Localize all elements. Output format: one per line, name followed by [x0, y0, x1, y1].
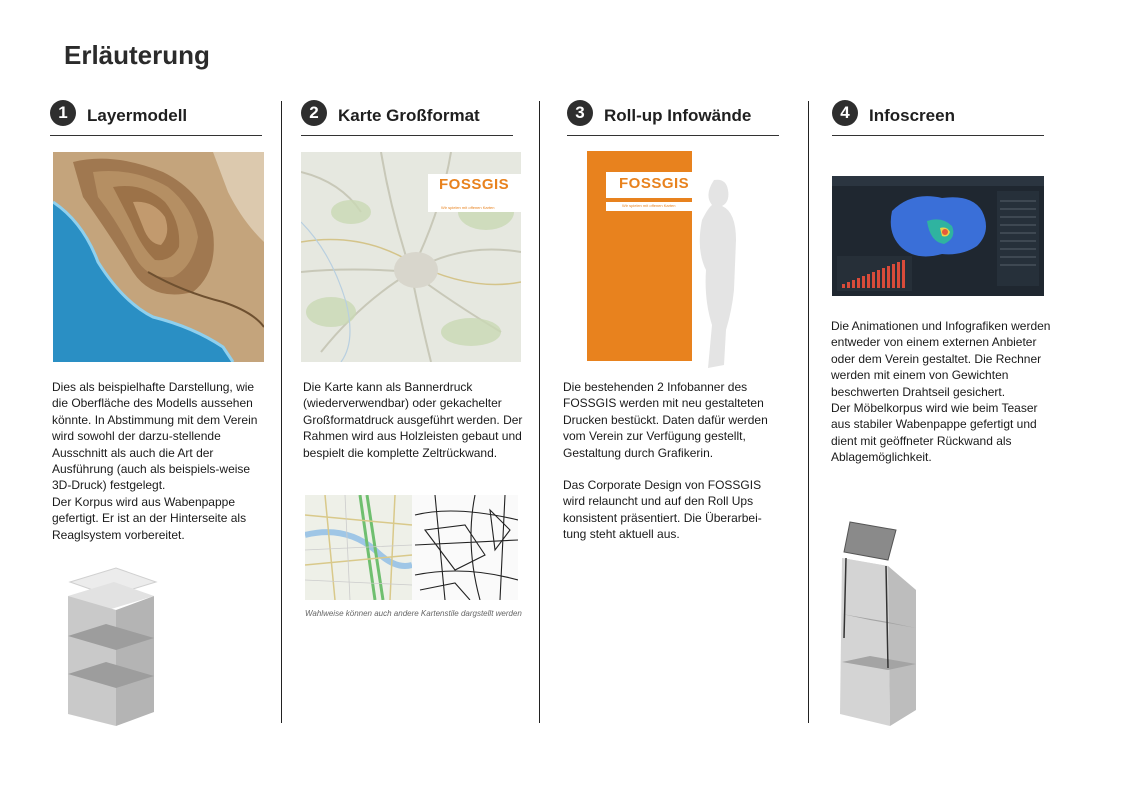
description-paragraph: Dies als beispielhafte Darstellung, wie die Oberfläche des Modells aussehen könnte. In Abstimmung mit dem Verein wird sowohl der darzu-stellende Ausschnitt als auch die Art der Ausführung (auch als beispiels-weise 3D-Druck) festgelegt.	[52, 380, 258, 493]
fossgis-tagline: Wir spielen mit offenen Karten	[622, 203, 676, 208]
section-description	[52, 379, 267, 543]
description-paragraph: Der Möbelkorpus wird wie beim Teaser aus stabiler Wabenpappe gefertigt und dient mit geöffneter Rückwand als Ablagemöglichkeit.	[831, 401, 1038, 465]
layer-model-photo	[53, 152, 264, 362]
section-header-karte	[301, 100, 513, 136]
column-divider	[281, 101, 282, 723]
section-number-badge: 1	[50, 100, 76, 126]
section-header-layermodell	[50, 100, 262, 136]
cardboard-pedestal-sketch	[66, 566, 158, 728]
description-paragraph: Das Corporate Design von FOSSGIS wird relauncht und auf den Roll Ups konsistent präsentiert. Die Überarbei-tung steht aktuell aus.	[563, 478, 762, 542]
section-number-badge: 2	[301, 100, 327, 126]
section-number-badge: 3	[567, 100, 593, 126]
page-title: Erläuterung	[64, 40, 210, 70]
section-header-infoscreen	[832, 100, 1044, 136]
description-paragraph: Der Korpus wird aus Wabenpappe gefertigt. Er ist an der Hinterseite als Reaglsystem vorbereitet.	[52, 494, 247, 542]
description-paragraph: Die Animationen und Infografiken werden entweder von einem externen Anbieter oder dem Verein gestaltet. Die Rechner werden mit einem von Gewichten beschwerten Drahtseil gesichert.	[831, 319, 1051, 399]
section-number-badge: 4	[832, 100, 858, 126]
section-title: Roll-up Infowände	[604, 106, 752, 125]
infoscreen-cabinet-sketch	[836, 518, 920, 728]
map-styles-caption: Wahlweise können auch andere Kartenstile dargstellt werden	[305, 609, 522, 618]
infoscreen-dashboard-image	[832, 176, 1044, 296]
fossgis-logo: FOSSGIS	[619, 175, 690, 192]
section-title: Infoscreen	[869, 106, 955, 125]
column-divider	[539, 101, 540, 723]
section-description	[831, 318, 1051, 466]
section-title: Layermodell	[87, 106, 188, 125]
fossgis-tagline: Wir spielen mit offenen Karten	[441, 205, 495, 210]
column-divider	[808, 101, 809, 723]
description-paragraph: Die bestehenden 2 Infobanner des FOSSGIS werden mit neu gestalteten Drucken bestückt. Daten dafür werden vom Verein zur Verfügung gestellt, Gestaltung durch Grafikerin.	[563, 380, 768, 460]
section-header-rollup	[567, 100, 779, 136]
map-large-format-image	[301, 152, 521, 362]
fossgis-logo: FOSSGIS	[439, 176, 510, 193]
rollup-banner-illustration	[586, 150, 746, 375]
description-paragraph: Die Karte kann als Bannerdruck (wiederverwendbar) oder gekachelter Großformatdruck ausgeführt werden. Der Rahmen wird aus Holzleisten gebaut und bespielt die komplette Zeltrückwand.	[303, 380, 523, 460]
section-description	[563, 379, 783, 543]
alternative-map-styles-image	[305, 495, 518, 600]
section-title: Karte Großformat	[338, 106, 480, 125]
section-description	[303, 379, 523, 461]
